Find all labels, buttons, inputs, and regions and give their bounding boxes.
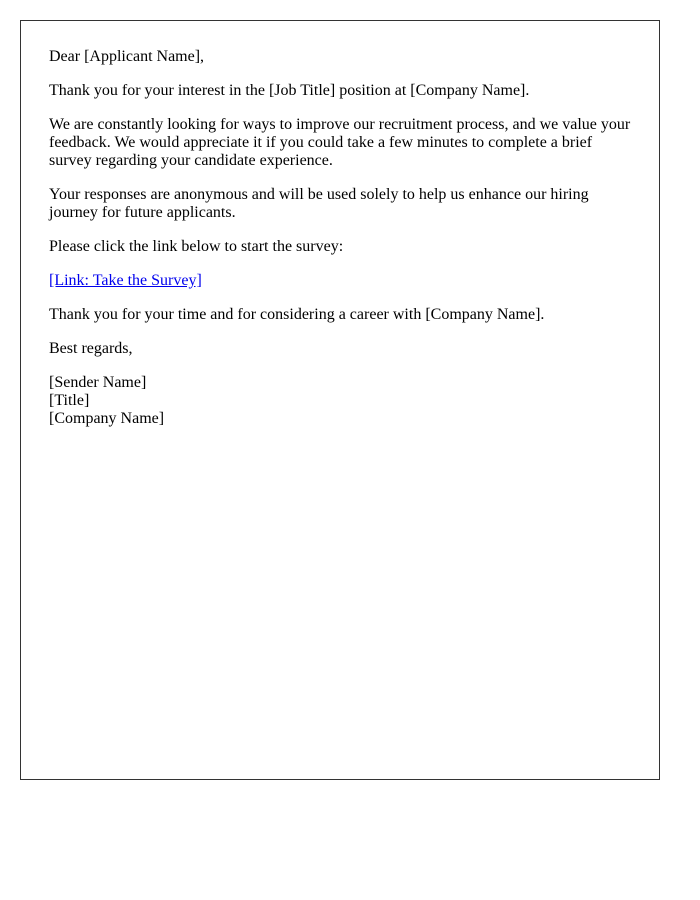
greeting: Dear [Applicant Name],	[49, 48, 205, 65]
privacy-paragraph: Your responses are anonymous and will be used solely to help us enhance our hiring journey for future applicants.	[49, 186, 589, 221]
instruction-paragraph: Please click the link below to start the survey:	[49, 238, 344, 255]
letter-container	[20, 20, 660, 780]
sender-name: [Sender Name]	[49, 374, 147, 391]
thanks-paragraph: Thank you for your time and for considering a career with [Company Name].	[49, 306, 545, 323]
survey-link-paragraph	[49, 272, 631, 290]
intro-paragraph: Thank you for your interest in the [Job Title] position at [Company Name].	[49, 82, 530, 99]
sender-company: [Company Name]	[49, 410, 165, 427]
request-paragraph: We are constantly looking for ways to improve our recruitment process, and we value your feedback. We would appreciate it if you could take a few minutes to complete a brief survey regarding your candidate experience.	[49, 116, 631, 169]
sender-title: [Title]	[49, 392, 90, 409]
closing: Best regards,	[49, 340, 133, 357]
survey-link[interactable]: [Link: Take the Survey]	[49, 272, 202, 289]
signature-block	[49, 374, 631, 428]
